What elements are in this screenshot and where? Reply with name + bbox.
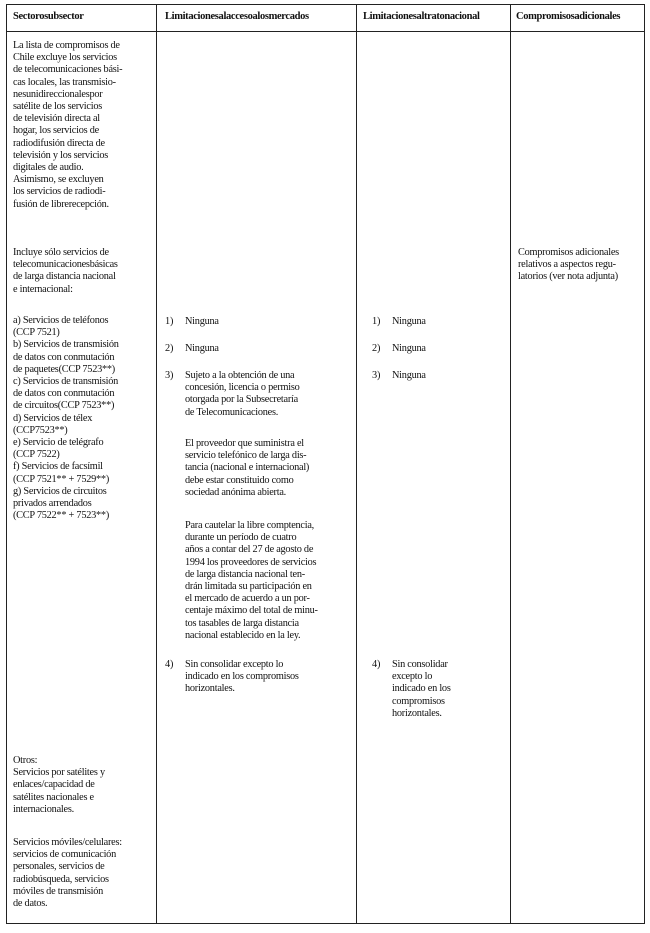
market-access-mode-2-number: 2) xyxy=(165,343,174,354)
market-access-mode-4-text: Sin consolidar excepto lo indicado en los compromisos horizontales. xyxy=(185,659,299,695)
market-access-mode-3-number: 3) xyxy=(165,370,174,381)
national-treatment-mode-2-text: Ninguna xyxy=(392,343,426,354)
sector-includes-text: Incluye sólo servicios de telecomunicacionesbásicas de larga distancia nacional e internacional: xyxy=(13,247,118,295)
national-treatment-mode-4-text: Sin consolidar excepto lo indicado en los compromisos horizontales. xyxy=(392,659,451,719)
national-treatment-mode-3-number: 3) xyxy=(372,370,381,381)
sector-moviles-text: Servicios móviles/celulares: servicios de comunicación personales, servicios de radiobúsqueda, servicios móviles de transmisión de datos. xyxy=(13,837,122,910)
market-access-mode-1-number: 1) xyxy=(165,316,174,327)
column-divider-3 xyxy=(510,4,511,924)
national-treatment-mode-1-text: Ninguna xyxy=(392,316,426,327)
market-access-mode-3-text-competition: Para cautelar la libre comptencia, durante un período de cuatro años a contar del 27 de agosto de 1994 los proveedores de servicios de larga distancia nacional ten- drán limitada su participación en el mercado de acuerdo a un por- centaje máximo del total de minu- tos tasables de larga distancia nacional establecido en la ley. xyxy=(185,520,318,641)
sector-services-list: a) Servicios de teléfonos (CCP 7521) b) Servicios de transmisión de datos con conmutación de paquetes(CCP 7523**) c) Servicios de transmisión de datos con conmutación de circuitos(CCP 7523**) d) Servicios de télex (CCP7523**) e) Servicio de telégrafo (CCP 7522) f) Servicios de facsímil (CCP 7521** + 7529**) g) Servicios de circuitos privados arrendados (CCP 7522** + 7523**) xyxy=(13,315,119,522)
sector-exclusions-text: La lista de compromisos de Chile excluye los servicios de telecomunicaciones bási- cas locales, las transmisio- nesunidireccionalespor satélite de los servicios de televisión directa al hogar, los servicios de radiodifusión directa de televisión y los servicios digitales de audio. Asimismo, se excluyen los servicios de radiodi- fusión de librerecepción. xyxy=(13,40,123,210)
header-national-treatment: Limitacionesaltratonacional xyxy=(363,11,480,22)
header-additional-commitments: Compromisosadicionales xyxy=(516,11,621,22)
sector-otros-text: Otros: Servicios por satélites y enlaces/capacidad de satélites nacionales e internacionales. xyxy=(13,755,105,815)
market-access-mode-4-number: 4) xyxy=(165,659,174,670)
column-divider-1 xyxy=(156,4,157,924)
header-sector: Sectorosubsector xyxy=(13,11,84,22)
national-treatment-mode-2-number: 2) xyxy=(372,343,381,354)
additional-commitments-text: Compromisos adicionales relativos a aspectos regu- latorios (ver nota adjunta) xyxy=(518,247,619,283)
national-treatment-mode-3-text: Ninguna xyxy=(392,370,426,381)
table-border-top xyxy=(6,4,645,5)
national-treatment-mode-4-number: 4) xyxy=(372,659,381,670)
header-market-access: Limitacionesalaccesoalosmercados xyxy=(165,11,309,22)
market-access-mode-2-text: Ninguna xyxy=(185,343,219,354)
market-access-mode-3-text-provider: El proveedor que suministra el servicio telefónico de larga dis- tancia (nacional e internacional) debe estar constituido como sociedad anónima abierta. xyxy=(185,438,310,498)
table-border-right xyxy=(644,4,645,924)
table-border-left xyxy=(6,4,7,924)
market-access-mode-1-text: Ninguna xyxy=(185,316,219,327)
market-access-mode-3-text-concession: Sujeto a la obtención de una concesión, licencia o permiso otorgada por la Subsecretaría de Telecomunicaciones. xyxy=(185,370,300,418)
national-treatment-mode-1-number: 1) xyxy=(372,316,381,327)
header-divider xyxy=(6,31,645,32)
table-border-bottom xyxy=(6,923,645,924)
column-divider-2 xyxy=(356,4,357,924)
